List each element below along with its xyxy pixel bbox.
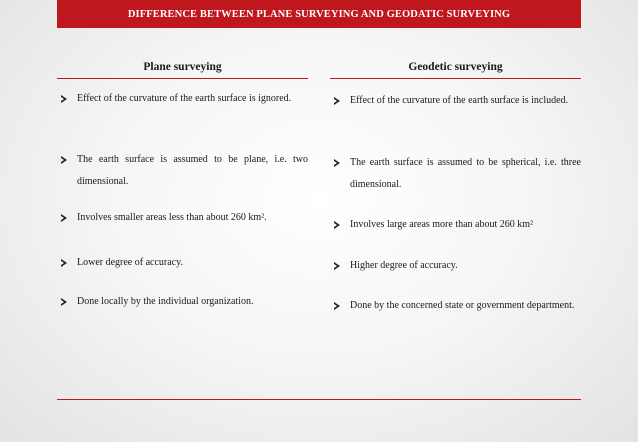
slide-title: DIFFERENCE BETWEEN PLANE SURVEYING AND GEODATIC SURVEYING — [57, 0, 581, 28]
list-item-text: Effect of the curvature of the earth surface is included. — [350, 95, 569, 106]
list-item — [330, 152, 581, 196]
list-item-text: The earth surface is assumed to be plane, i.e. two dimensional. — [77, 154, 308, 187]
arrow-bullet-icon — [61, 95, 67, 103]
list-item — [330, 90, 581, 112]
arrow-bullet-icon — [334, 159, 340, 167]
arrow-bullet-icon — [334, 97, 340, 105]
list-item-text: Lower degree of accuracy. — [77, 257, 183, 268]
list-item-text: Effect of the curvature of the earth surface is ignored. — [77, 93, 292, 104]
list-item — [57, 207, 308, 229]
list-item-text: Involves large areas more than about 260 km² — [350, 219, 534, 230]
list-item — [57, 252, 308, 274]
list-item — [57, 149, 308, 193]
list-item — [330, 214, 581, 236]
list-item-text: Done by the concerned state or government department. — [350, 300, 575, 311]
list-item — [330, 295, 581, 317]
arrow-bullet-icon — [61, 214, 67, 222]
list-item-text: Higher degree of accuracy. — [350, 260, 458, 271]
arrow-bullet-icon — [334, 221, 340, 229]
plane-surveying-heading: Plane surveying — [57, 60, 308, 79]
list-item — [57, 88, 308, 110]
list-item-text: The earth surface is assumed to be spherical, i.e. three dimensional. — [350, 157, 581, 190]
bottom-divider — [57, 399, 581, 400]
list-item — [330, 255, 581, 277]
arrow-bullet-icon — [61, 298, 67, 306]
arrow-bullet-icon — [334, 302, 340, 310]
arrow-bullet-icon — [61, 156, 67, 164]
arrow-bullet-icon — [334, 262, 340, 270]
list-item — [57, 291, 308, 313]
geodetic-surveying-heading: Geodetic surveying — [330, 60, 581, 79]
plane-surveying-column — [57, 60, 308, 307]
list-item-text: Done locally by the individual organization. — [77, 296, 254, 307]
arrow-bullet-icon — [61, 259, 67, 267]
list-item-text: Involves smaller areas less than about 260 km². — [77, 212, 267, 223]
geodetic-surveying-column — [330, 60, 581, 311]
